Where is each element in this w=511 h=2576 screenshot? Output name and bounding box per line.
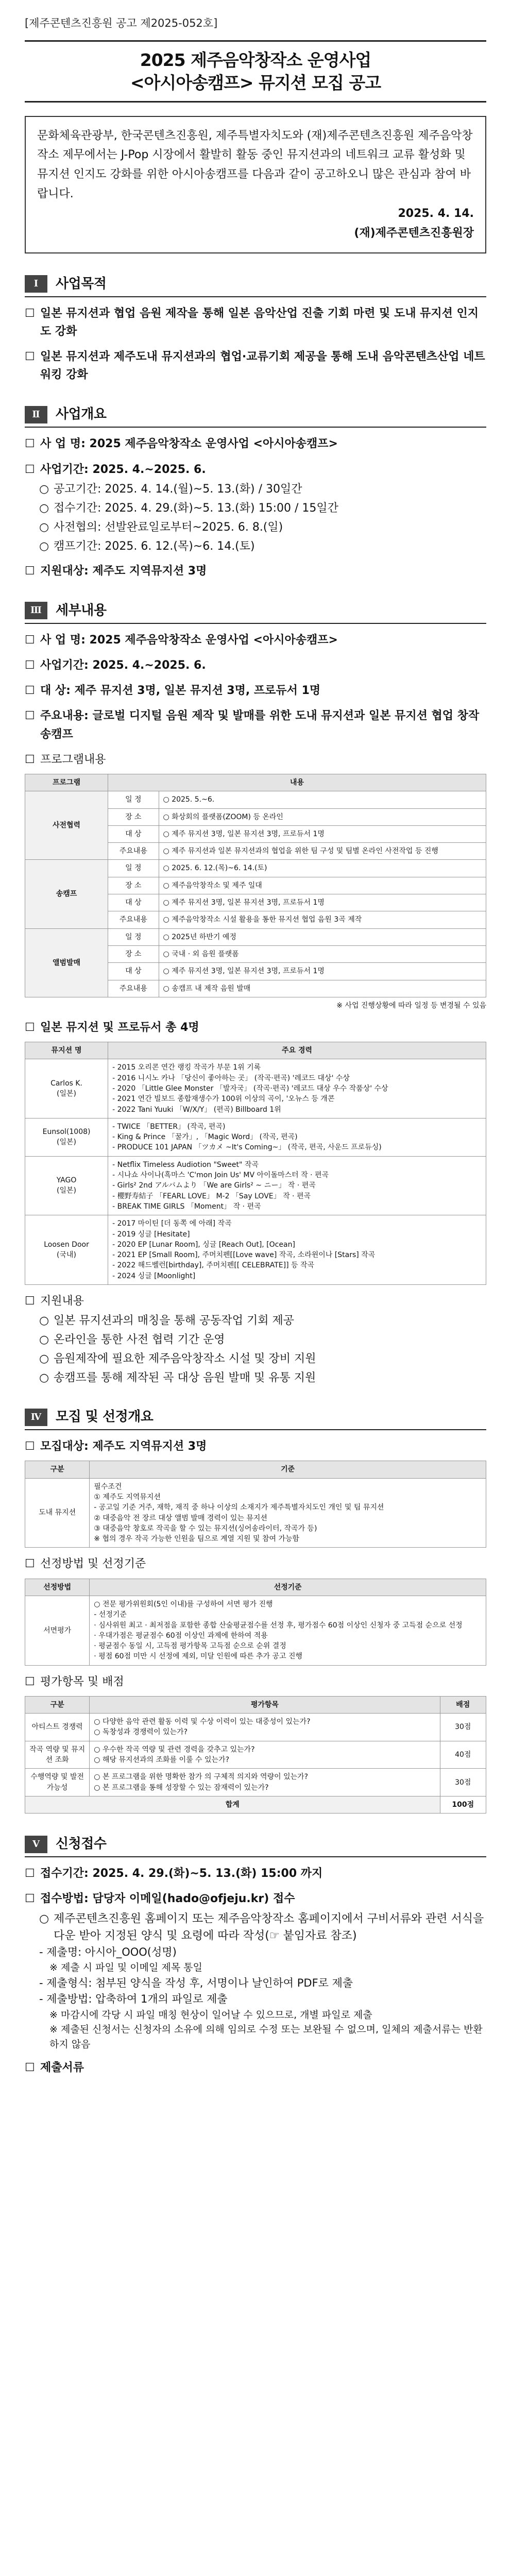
circle-bullet-icon: ○	[39, 539, 49, 553]
table-header: 배점	[440, 1696, 486, 1713]
apply-note: ※ 제출 시 파일 및 이메일 제목 통일	[49, 1962, 202, 1974]
table-row: 서면평가 ○ 전문 평가위원회(5인 이내)를 구성하여 서면 평가 진행 - 선정기준 · 심사위원 최고 · 최저점을 포함한 종합 산술평균점수를 선정 후, 평가점수 60점 이상인 신청자 중 고득점 순으로 선정 · 우대가점은 평균점수 60점 이상인 과제에 한하여 적용 · 평균점수 동일 시, 고득점 평가항목 고득점 순으로 순위 결정 · 평점 60점 미만 시 선정에 제외, 미달 인원에 따른 추가 공고 진행	[25, 1596, 486, 1665]
section-overview-header	[25, 404, 486, 428]
section-number: Ⅴ	[25, 1836, 47, 1853]
support-title: ☐ 지원내용	[25, 1292, 486, 1310]
table-row: 주요내용 ○ 제주 뮤지션과 일본 뮤지션과의 협업을 위한 팀 구성 및 팀별 온라인 사전작업 등 진행	[25, 843, 486, 860]
checkbox-icon: ☐	[25, 633, 35, 647]
support-item: ○ 송캠프를 통해 제작된 곡 대상 음원 발매 및 유통 지원	[25, 1369, 486, 1386]
table-header: 평가항목	[90, 1696, 440, 1713]
eval-title: ☐ 평가항목 및 배점	[25, 1673, 486, 1691]
title-box	[25, 40, 486, 103]
checkbox-icon: ☐	[25, 1892, 35, 1906]
table-row: 수행역량 및 발전가능성 ○ 본 프로그램을 위한 명확한 참가 의 구체적 의지와 역량이 있는가? ○ 본 프로그램을 통해 성장할 수 있는 잠재력이 있는가? 30점	[25, 1769, 486, 1797]
checkbox-icon: ☐	[25, 463, 35, 476]
support-item: ○ 온라인을 통한 사전 협력 기간 운영	[25, 1331, 486, 1348]
table-header: 기준	[90, 1461, 486, 1478]
support-item: ○ 음원제작에 필요한 제주음악창작소 시설 및 장비 지원	[25, 1350, 486, 1367]
apply-docs: ☐ 제출서류	[25, 2059, 486, 2077]
musician-table	[25, 1042, 486, 1285]
table-row: 대 상 ○ 제주 뮤지션 3명, 일본 뮤지션 3명, 프로듀서 1명	[25, 963, 486, 980]
page-subtitle: <아시아송캠프> 뮤지션 모집 공고	[130, 73, 381, 93]
notice-number: [제주콘텐츠진흥원 공고 제2025-052호]	[25, 17, 218, 29]
table-row: 장 소 ○ 화상회의 플랫폼(ZOOM) 등 온라인	[25, 808, 486, 825]
table-row: 주요내용 ○ 제주음악창작소 시설 활용을 통한 뮤지션 협업 음원 3곡 제작	[25, 911, 486, 928]
circle-bullet-icon: ○	[39, 501, 49, 515]
checkbox-icon: ☐	[25, 564, 35, 578]
detail-period: ☐ 사업기간: 2025. 4.~2025. 6.	[25, 656, 486, 674]
program-note: ※ 사업 진행상황에 따라 일정 등 변경될 수 있음	[336, 1001, 486, 1010]
table-row: 사전협력 일 정 ○ 2025. 5.~6.	[25, 791, 486, 808]
section-title: 사업개요	[56, 406, 107, 422]
overview-sub-item: ○ 접수기간: 2025. 4. 29.(화)~5. 13.(화) 15:00 / 15일간	[25, 500, 486, 517]
table-row: 대 상 ○ 제주 뮤지션 3명, 일본 뮤지션 3명, 프로듀서 1명	[25, 825, 486, 842]
table-row: 합계 100점	[25, 1796, 486, 1813]
musician-title: ☐ 일본 뮤지션 및 프로듀서 총 4명	[25, 1019, 486, 1037]
checkbox-icon: ☐	[25, 1440, 35, 1453]
apply-method: ☐ 접수방법: 담당자 이메일(hado@ofjeju.kr) 접수	[25, 1890, 486, 1908]
support-item: ○ 일본 뮤지션과의 매칭을 통해 공동작업 기회 제공	[25, 1312, 486, 1329]
detail-content: ☐ 주요내용: 글로벌 디지털 음원 제작 및 발매를 위한 도내 뮤지션과 일본 뮤지션 협업 창작 송캠프	[25, 707, 486, 743]
section-number: Ⅰ	[25, 275, 47, 293]
table-header: 선정기준	[90, 1579, 486, 1596]
checkbox-icon: ☐	[25, 1867, 35, 1880]
section-purpose-header	[25, 274, 486, 297]
recruit-target: ☐ 모집대상: 제주도 지역뮤지션 3명	[25, 1437, 486, 1455]
table-row: Eunsol(1008) (일본) - TWICE 「BETTER」 (작곡, 편곡) - King & Prince 「꿀가」, 「Magic Word」 (작곡, 편곡) - PRODUCE 101 JAPAN 「ツカメ ~It's Coming~」 (작곡, 편곡, 사운드 프로듀싱)	[25, 1118, 486, 1156]
overview-name: ☐ 사 업 명: 2025 제주음악창작소 운영사업 <아시아송캠프>	[25, 435, 486, 453]
checkbox-icon: ☐	[25, 2061, 35, 2075]
circle-bullet-icon: ○	[39, 1371, 49, 1385]
table-row: 장 소 ○ 제주음악창작소 및 제주 일대	[25, 877, 486, 894]
apply-method-detail: ○ 제주콘텐츠진흥원 홈페이지 또는 제주음악창작소 홈페이지에서 구비서류와 관련 서식을 다운 받아 지정된 양식 및 요령에 따라 작성(☞ 붙임자료 참조)	[25, 1910, 486, 1944]
program-table	[25, 774, 486, 997]
checkbox-icon: ☐	[25, 437, 35, 451]
table-row: 장 소 ○ 국내 · 외 음원 플랫폼	[25, 945, 486, 962]
table-row: 대 상 ○ 제주 뮤지션 3명, 일본 뮤지션 3명, 프로듀서 1명	[25, 894, 486, 911]
circle-bullet-icon: ○	[39, 482, 49, 496]
section-title: 사업목적	[56, 276, 107, 292]
section-number: Ⅲ	[25, 602, 47, 619]
circle-bullet-icon: ○	[39, 1352, 49, 1366]
apply-note: ※ 마감시에 각당 시 파일 매칭 현상이 일어날 수 있으므로, 개별 파일로 제출	[49, 2009, 372, 2021]
table-row: 주요내용 ○ 송캠프 내 제작 음원 발매	[25, 980, 486, 997]
criteria-table	[25, 1461, 486, 1548]
table-row: YAGO (일본) - Netflix Timeless Audiotion "Sweet" 작곡 - 시나쇼 사이나(흑마스 'C'mon Join Us' MV 아이돌마스터 작 · 편곡 - Girls² 2nd アルバムより 「We are Girls² ~ ニー」 작 · 편곡 - 櫻野寿結子 「FEARL LOVE」 M-2 「Say LOVE」 작 · 편곡 - BREAK TIME GIRLS 「Moment」 작 · 편곡	[25, 1156, 486, 1215]
intro-box	[25, 116, 486, 253]
intro-date: 2025. 4. 14.	[398, 207, 474, 220]
checkbox-icon: ☐	[25, 709, 35, 723]
table-row: 앨범발매 일 정 ○ 2025년 하반기 예정	[25, 928, 486, 945]
eval-table	[25, 1696, 486, 1814]
table-header: 선정방법	[25, 1579, 90, 1596]
checkbox-icon: ☐	[25, 684, 35, 698]
table-header: 구분	[25, 1696, 90, 1713]
purpose-item: ☐ 일본 뮤지션과 협업 음원 제작을 통해 일본 음악산업 진출 기회 마련 및 도내 뮤지션 인지도 강화	[25, 304, 486, 341]
detail-target: ☐ 대 상: 제주 뮤지션 3명, 일본 뮤지션 3명, 프로듀서 1명	[25, 682, 486, 700]
section-number: Ⅱ	[25, 406, 47, 423]
detail-name: ☐ 사 업 명: 2025 제주음악창작소 운영사업 <아시아송캠프>	[25, 631, 486, 649]
checkbox-icon: ☐	[25, 1675, 35, 1688]
overview-period: ☐ 사업기간: 2025. 4.~2025. 6.	[25, 461, 486, 479]
circle-bullet-icon: ○	[39, 1314, 49, 1328]
apply-line: - 제출명: 아시아_OOO(성명)	[39, 1945, 177, 1958]
overview-sub-item: ○ 캠프기간: 2025. 6. 12.(목)~6. 14.(토)	[25, 538, 486, 555]
page-title: 2025 제주음악창작소 운영사업	[140, 49, 371, 70]
apply-line: - 제출형식: 첨부된 양식을 작성 후, 서명이나 날인하여 PDF로 제출	[39, 1976, 353, 1989]
method-title: ☐ 선정방법 및 선정기준	[25, 1555, 486, 1573]
table-row: 송캠프 일 정 ○ 2025. 6. 12.(목)~6. 14.(토)	[25, 860, 486, 877]
section-detail-header	[25, 601, 486, 624]
table-header: 주요 경력	[108, 1042, 486, 1059]
circle-bullet-icon: ○	[39, 1912, 49, 1925]
circle-bullet-icon: ○	[39, 1333, 49, 1347]
checkbox-icon: ☐	[25, 1021, 35, 1034]
section-title: 세부내용	[56, 602, 107, 618]
checkbox-icon: ☐	[25, 659, 35, 672]
table-row: 작곡 역량 및 뮤지션 조화 ○ 우수한 작곡 역량 및 관련 경력을 갖추고 있는가? ○ 해당 뮤지션과의 조화를 이룰 수 있는가? 40점	[25, 1741, 486, 1769]
apply-line: - 제출방법: 압축하여 1개의 파일로 제출	[39, 1993, 228, 2006]
checkbox-icon: ☐	[25, 753, 35, 766]
section-number: Ⅳ	[25, 1409, 47, 1426]
checkbox-icon: ☐	[25, 1557, 35, 1571]
section-recruit-header	[25, 1407, 486, 1430]
checkbox-icon: ☐	[25, 307, 35, 320]
apply-period: ☐ 접수기간: 2025. 4. 29.(화)~5. 13.(화) 15:00 까지	[25, 1865, 486, 1883]
section-title: 모집 및 선정개요	[56, 1409, 154, 1425]
overview-sub-item: ○ 사전협의: 선발완료일로부터~2025. 6. 8.(일)	[25, 519, 486, 536]
program-title: ☐ 프로그램내용	[25, 751, 486, 769]
overview-sub-item: ○ 공고기간: 2025. 4. 14.(월)~5. 13.(화) / 30일간	[25, 481, 486, 498]
table-header: 내용	[108, 774, 486, 791]
checkbox-icon: ☐	[25, 1294, 35, 1308]
table-row: 아티스트 경쟁력 ○ 다양한 음악 관련 활동 이력 및 수상 이력이 있는 대중성이 있는가? ○ 독창성과 경쟁력이 있는가? 30점	[25, 1714, 486, 1741]
table-header: 프로그램	[25, 774, 108, 791]
overview-target: ☐ 지원대상: 제주도 지역뮤지션 3명	[25, 562, 486, 580]
table-row: Carlos K. (일본) - 2015 오리콘 연간 랭킹 작곡가 부문 1위 기록 - 2016 니시노 카나 「당신이 좋아하는 곳」 (작곡·편곡) '레코드 대상' 수상 - 2020 「Little Glee Monster 「발자국」 (작곡·편곡) '레코드 대상 우수 작품상' 수상 - 2021 연간 빌보드 종합재생수가 100위 이상의 곡이, '오뉴스 등 개콘 - 2022 Tani Yuuki 「W/X/Y」 (편곡) Billboard 1위	[25, 1059, 486, 1118]
intro-org: (재)제주콘텐츠진흥원장	[354, 226, 474, 240]
section-title: 신청접수	[56, 1836, 107, 1852]
table-row: 도내 뮤지션 필수조건 ① 제주도 지역뮤지션 - 공고일 기준 거주, 재학, 재직 중 하나 이상의 소재지가 제주특별자치도인 개인 및 팀 뮤지션 ② 대중음악 전 장르 대상 앨범 발매 경력이 있는 뮤지션 ③ 대중음악 창호로 작곡을 할 수 있는 뮤지션(싱어송라이터, 작곡가 등) ※ 협의 경우 작곡 가능한 인원을 팀으로 계열 지원 및 참여 가능함	[25, 1478, 486, 1548]
section-apply-header	[25, 1834, 486, 1857]
checkbox-icon: ☐	[25, 350, 35, 363]
table-header: 뮤지션 명	[25, 1042, 108, 1059]
purpose-item: ☐ 일본 뮤지션과 제주도내 뮤지션과의 협업·교류기회 제공을 통해 도내 음악콘텐츠산업 네트워킹 강화	[25, 348, 486, 384]
table-header: 구분	[25, 1461, 90, 1478]
method-table	[25, 1579, 486, 1666]
intro-text: 문화체육관광부, 한국콘텐츠진흥원, 제주특별자치도와 (재)제주콘텐츠진흥원 제주음악창작소 제무에서는 J-Pop 시장에서 활발히 활동 중인 뮤지션과의 네트워크 교류 활성화 및 뮤지션 인지도 강화를 위한 아시아송캠프를 다음과 같이 공고하오니 많은 관심과 참여 바랍니다.	[37, 129, 473, 201]
circle-bullet-icon: ○	[39, 520, 49, 534]
table-row: Loosen Door (국내) - 2017 마이틴 [더 동쪽 에 아래] 작곡 - 2019 싱글 [Hesitate] - 2020 EP [Lunar Room], 싱글 [Reach Out], [Ocean] - 2021 EP [Small Room], 주머치펜[[Love wave] 작곡, 소라윈이나 [Stars] 작곡 - 2022 해드벨런[birthday], 주머치펜[[ CELEBRATE]] 등 작곡 - 2024 싱글 [Moonlight]	[25, 1215, 486, 1285]
apply-note: ※ 제출된 신청서는 신청자의 소유에 의해 임의로 수정 또는 보완될 수 없으며, 일체의 제출서류는 반환하지 않음	[49, 2024, 483, 2050]
